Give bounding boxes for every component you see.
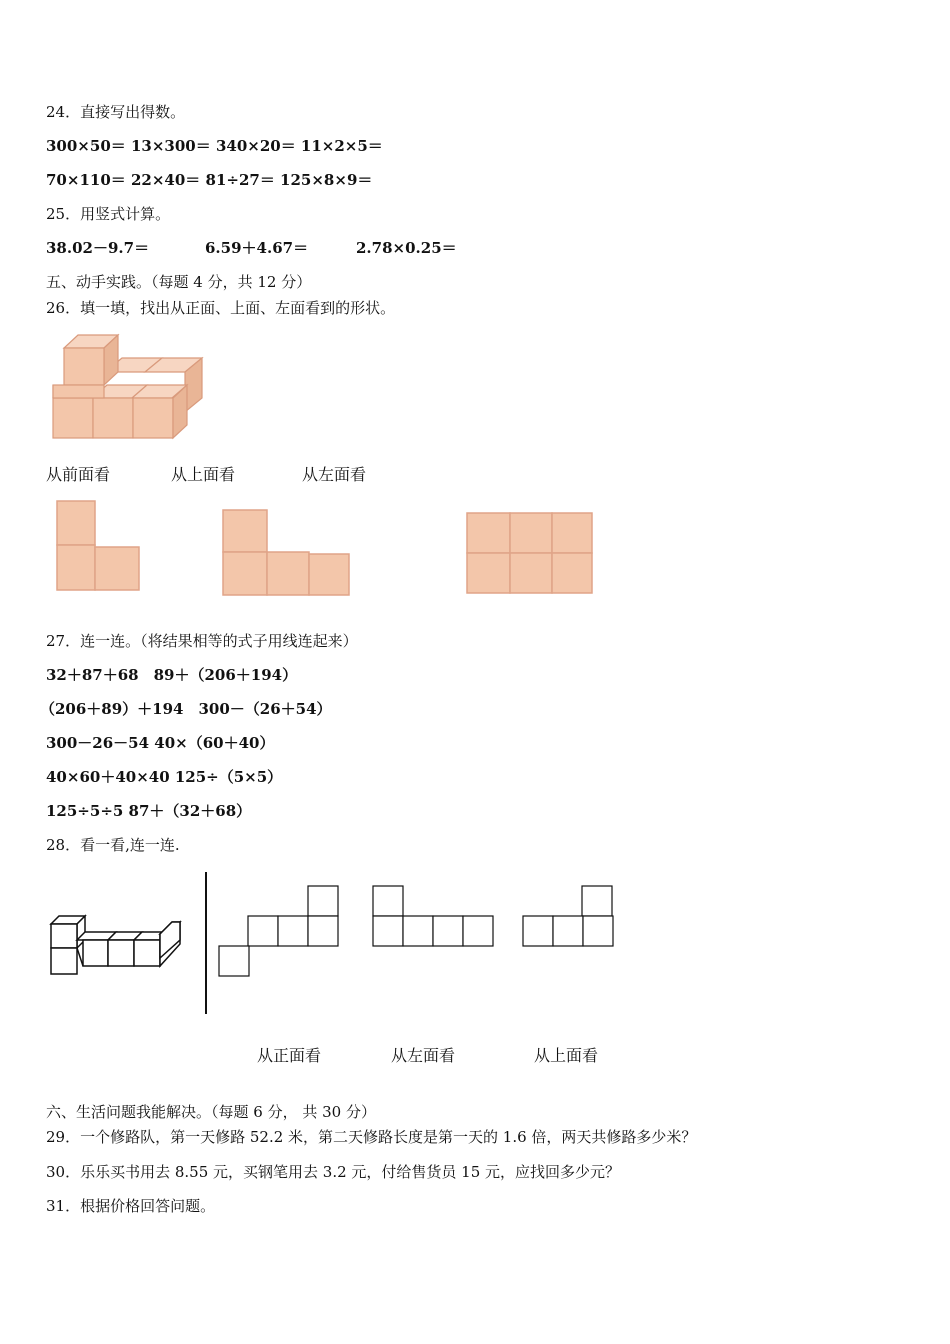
q26-view-shape-2 — [222, 509, 352, 597]
section-5-title: 五、动手实践。（每题 4 分，共 12 分） — [46, 273, 312, 291]
q27-row-5: 125÷5÷5 87＋（32＋68） — [46, 802, 252, 820]
q28-divider — [205, 872, 207, 1014]
q27-row-2: （206＋89）＋194 300－（26＋54） — [40, 700, 332, 718]
q27-title: 27．连一连。（将结果相等的式子用线连起来） — [46, 632, 358, 650]
q28-grid-shape-2 — [372, 885, 496, 947]
q27-row-3: 300－26－54 40×（60＋40） — [46, 734, 275, 752]
q26-label-front: 从前面看 — [46, 465, 111, 484]
q27-row-1: 32＋87＋68 89＋（206＋194） — [46, 666, 298, 684]
section-6-title: 六、生活问题我能解决。（每题 6 分， 共 30 分） — [46, 1103, 376, 1121]
q26-label-top: 从上面看 — [171, 465, 236, 484]
q24-title: 24．直接写出得数。 — [46, 103, 186, 121]
q26-view-shape-3 — [466, 512, 596, 596]
q24-row-2: 70×110＝ 22×40＝ 81÷27＝ 125×8×9＝ — [46, 171, 373, 189]
q25-item-3: 2.78×0.25＝ — [356, 239, 457, 257]
q28-grid-shape-1 — [218, 885, 340, 977]
q28-title: 28．看一看,连一连. — [46, 836, 180, 854]
q24-row-1: 300×50＝ 13×300＝ 340×20＝ 11×2×5＝ — [46, 137, 383, 155]
q26-label-left: 从左面看 — [302, 465, 367, 484]
q31-text: 31．根据价格回答问题。 — [46, 1197, 216, 1215]
q26-view-shape-1 — [56, 500, 142, 592]
q28-cube-figure — [48, 912, 184, 980]
q26-cube-figure — [50, 330, 210, 445]
q25-item-2: 6.59＋4.67＝ — [205, 239, 309, 257]
q27-row-4: 40×60＋40×40 125÷（5×5） — [46, 768, 283, 786]
q28-label-left: 从左面看 — [391, 1046, 456, 1065]
q28-label-top: 从上面看 — [534, 1046, 599, 1065]
q25-title: 25．用竖式计算。 — [46, 205, 171, 223]
q29-text: 29．一个修路队，第一天修路 52.2 米，第二天修路长度是第一天的 1.6 倍，两天共修路多少米？ — [46, 1128, 697, 1146]
q25-item-1: 38.02－9.7＝ — [46, 239, 150, 257]
q28-label-front: 从正面看 — [257, 1046, 322, 1065]
q28-grid-shape-3 — [522, 885, 616, 947]
q30-text: 30．乐乐买书用去 8.55 元，买钢笔用去 3.2 元，付给售货员 15 元，应找回多少元？ — [46, 1163, 621, 1181]
q26-title: 26．填一填，找出从正面、上面、左面看到的形状。 — [46, 299, 396, 317]
